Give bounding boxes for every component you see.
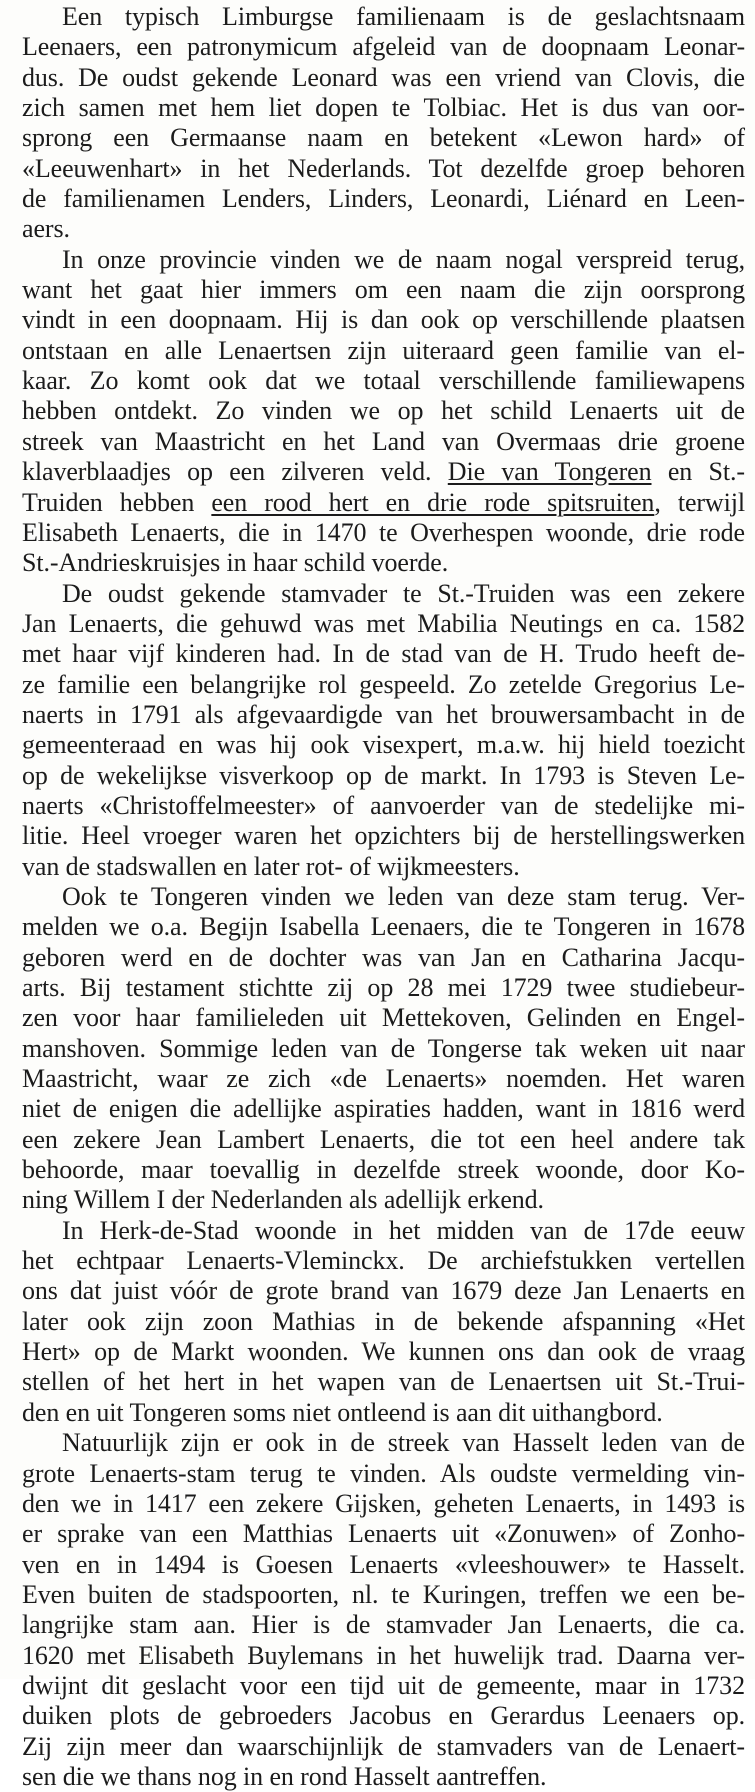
text-line: Ook te Tongeren vinden we leden van deze stam terug. Ver- bbox=[62, 881, 745, 911]
text-line: ons dat juist vóór de grote brand van 1679 deze Jan Lenaerts en bbox=[22, 1276, 745, 1306]
text-line: gemeenteraad en was hij ook visexpert, m.a.w. hij hield toezicht bbox=[22, 730, 745, 760]
text-line: litie. Heel vroeger waren het opzichters bij de herstellingswerken bbox=[22, 821, 745, 851]
text-line: den en uit Tongeren soms niet ontleend is aan dit uithangbord. bbox=[22, 1397, 663, 1427]
text-line: Zij zijn meer dan waarschijnlijk de stamvaders van de Lenaert- bbox=[22, 1731, 745, 1761]
text-line: de familienamen Lenders, Linders, Leonardi, Liénard en Leen- bbox=[22, 184, 745, 214]
underlined-phrase: een rood hert en drie rode spitsruiten bbox=[211, 487, 655, 517]
text-line: 1620 met Elisabeth Buylemans in het huwelijk trad. Daarna ver- bbox=[22, 1640, 745, 1670]
text-line: Natuurlijk zijn er ook in de streek van Hasselt leden van de bbox=[62, 1428, 745, 1458]
text-line: den we in 1417 een zekere Gijsken, geheten Lenaerts, in 1493 is bbox=[22, 1488, 745, 1518]
text-line: een zekere Jean Lambert Lenaerts, die tot een heel andere tak bbox=[22, 1124, 745, 1154]
text-line: St.-Andrieskruisjes in haar schild voerde. bbox=[22, 548, 449, 578]
text-line: grote Lenaerts-stam terug te vinden. Als oudste vermelding vin- bbox=[22, 1458, 745, 1488]
text-segment: klaverblaadjes op een zilveren veld. bbox=[22, 457, 432, 487]
text-line: aers. bbox=[22, 214, 70, 244]
text-line: niet de enigen die adellijke aspiraties hadden, want in 1816 werd bbox=[22, 1094, 745, 1124]
text-line: zich samen met hem liet dopen te Tolbiac. Het is dus van oor- bbox=[22, 93, 745, 123]
text-line: want het gaat hier immers om een naam die zijn oorsprong bbox=[22, 275, 745, 305]
paragraph-3 bbox=[22, 579, 745, 882]
text-line: ontstaan en alle Lenaertsen zijn uiteraard geen familie van el- bbox=[22, 335, 745, 365]
text-line: arts. Bij testament stichtte zij op 28 mei 1729 twee studiebeur- bbox=[22, 973, 745, 1002]
text-line: dus. De oudst gekende Leonard was een vriend van Clovis, die bbox=[22, 62, 745, 92]
text-line: melden we o.a. Begijn Isabella Leenaers, die te Tongeren in 1678 bbox=[22, 912, 745, 942]
text-line: hebben ontdekt. Zo vinden we op het schild Lenaerts uit de bbox=[22, 396, 745, 426]
text-line: zen voor haar familieleden uit Mettekoven, Gelinden en Engel- bbox=[22, 1003, 745, 1033]
text-line: met haar vijf kinderen had. In de stad van de H. Trudo heeft de- bbox=[22, 639, 745, 669]
text-line bbox=[22, 488, 745, 518]
text-line: sprong een Germaanse naam en betekent «Lewon hard» of bbox=[22, 123, 745, 153]
text-line: «Leeuwenhart» in het Nederlands. Tot dezelfde groep behoren bbox=[22, 153, 745, 183]
text-line: duiken plots de gebroeders Jacobus en Gerardus Leenaers op. bbox=[22, 1701, 745, 1731]
text-line: ning Willem I der Nederlanden als adellijk erkend. bbox=[22, 1185, 544, 1215]
text-line: ven en in 1494 is Goesen Lenaerts «vleeshouwer» te Hasselt. bbox=[22, 1549, 745, 1579]
text-line: streek van Maastricht en het Land van Overmaas drie groene bbox=[22, 426, 745, 456]
paragraph-4 bbox=[22, 882, 745, 1216]
text-line: het echtpaar Lenaerts-Vleminckx. De archiefstukken vertellen bbox=[22, 1246, 745, 1276]
text-line: vindt in een doopnaam. Hij is dan ook op verschillende plaatsen bbox=[22, 305, 745, 335]
text-line: Elisabeth Lenaerts, die in 1470 te Overhespen woonde, drie rode bbox=[22, 517, 745, 547]
text-line: manshoven. Sommige leden van de Tongerse tak weken uit naar bbox=[22, 1033, 745, 1063]
underlined-phrase: Die van Tongeren bbox=[447, 457, 652, 487]
text-line: Maastricht, waar ze zich «de Lenaerts» noemden. Het waren bbox=[22, 1064, 745, 1094]
text-line: Een typisch Limburgse familienaam is de geslachtsnaam bbox=[62, 2, 745, 31]
text-line: later ook zijn zoon Mathias in de bekende afspanning «Het bbox=[22, 1306, 745, 1336]
text-line: op de wekelijkse visverkoop op de markt. In 1793 is Steven Le- bbox=[22, 760, 745, 790]
text-line: De oudst gekende stamvader te St.-Truiden was een zekere bbox=[62, 578, 745, 608]
text-line: dwijnt dit geslacht voor een tijd uit de gemeente, maar in 1732 bbox=[22, 1670, 745, 1700]
text-line: van de stadswallen en later rot- of wijkmeesters. bbox=[22, 851, 520, 881]
text-line: behoorde, maar toevallig in dezelfde streek woonde, door Ko- bbox=[22, 1155, 745, 1185]
text-line: Jan Lenaerts, die gehuwd was met Mabilia Neutings en ca. 1582 bbox=[22, 608, 745, 638]
text-line: langrijke stam aan. Hier is de stamvader Jan Lenaerts, die ca. bbox=[22, 1610, 745, 1640]
text-line: stellen of het hert in het wapen van de Lenaertsen uit St.-Trui- bbox=[22, 1367, 745, 1397]
text-line: naerts in 1791 als afgevaardigde van het brouwersambacht in de bbox=[22, 699, 745, 729]
text-line: er sprake van een Matthias Lenaerts uit «Zonuwen» of Zonho- bbox=[22, 1519, 745, 1549]
text-line: geboren werd en de dochter was van Jan en Catharina Jacqu- bbox=[22, 942, 745, 972]
text-line: naerts «Christoffelmeester» of aanvoerder van de stedelijke mi- bbox=[22, 790, 745, 820]
text-line bbox=[22, 457, 745, 487]
text-segment: , terwijl bbox=[654, 487, 745, 517]
paragraph-6 bbox=[22, 1428, 745, 1792]
text-segment: Truiden hebben bbox=[22, 487, 195, 517]
text-line: kaar. Zo komt ook dat we totaal verschillende familiewapens bbox=[22, 366, 745, 396]
text-line: sen die we thans nog in en rond Hasselt aantreffen. bbox=[22, 1761, 547, 1791]
text-line: ze familie een belangrijke rol gespeeld. Zo zetelde Gregorius Le- bbox=[22, 669, 745, 699]
text-line: In onze provincie vinden we de naam nogal verspreid terug, bbox=[62, 244, 745, 274]
text-segment: en St.- bbox=[667, 457, 745, 487]
paragraph-2 bbox=[22, 245, 745, 579]
paragraph-5 bbox=[22, 1216, 745, 1428]
text-line: In Herk-de-Stad woonde in het midden van de 17de eeuw bbox=[62, 1215, 745, 1245]
paragraph-1 bbox=[22, 2, 745, 245]
text-line: Even buiten de stadspoorten, nl. te Kuringen, treffen we een be- bbox=[22, 1579, 745, 1609]
text-line: Leenaers, een patronymicum afgeleid van de doopnaam Leonar- bbox=[22, 32, 745, 62]
text-line: Hert» op de Markt woonden. We kunnen ons dan ook de vraag bbox=[22, 1337, 745, 1367]
